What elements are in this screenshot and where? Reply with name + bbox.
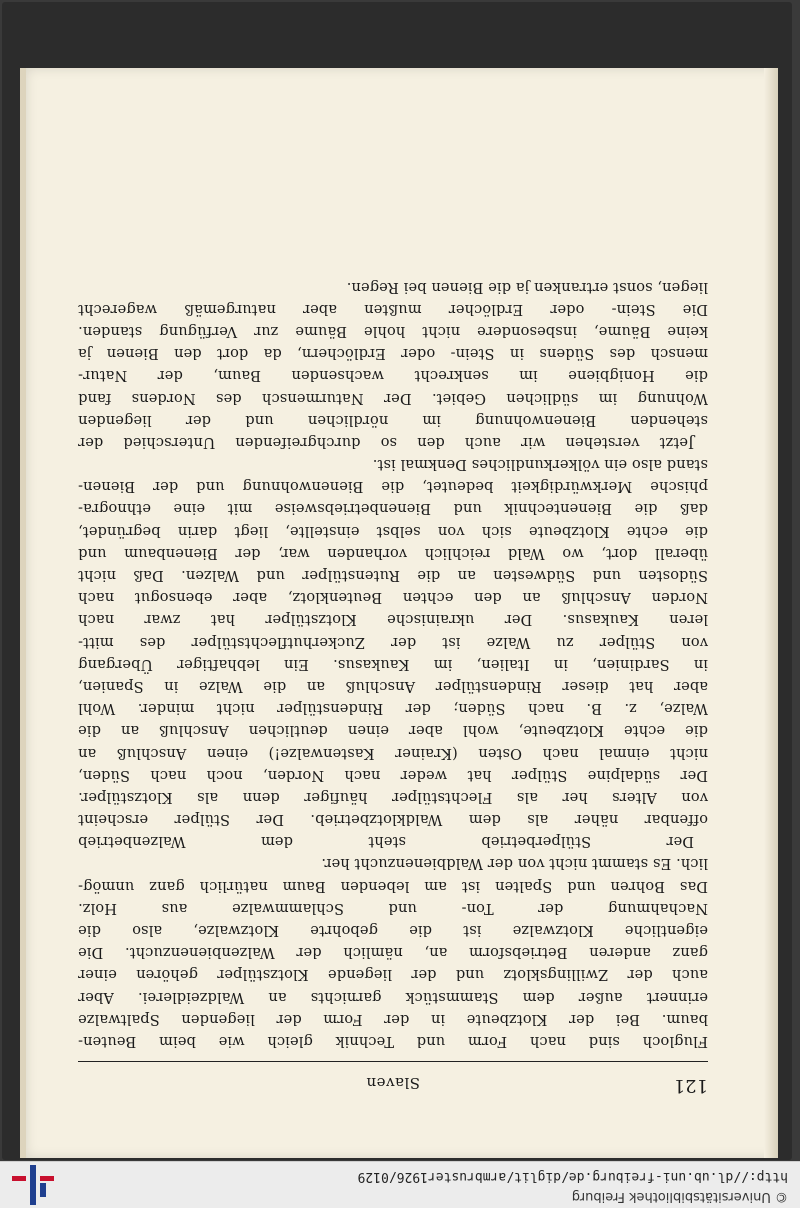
text-line: offenbar näher als dem Waldklotzbetrieb. Der Stülper erscheint xyxy=(78,811,708,829)
page-spine-shadow xyxy=(764,68,778,1158)
text-line: überall dort, wo Wald reichlich vorhanden war, der Bienenbaum und xyxy=(78,544,708,562)
text-line: in Sardinien, in Italien, im Kaukasus. Ein lebhaftiger Übergang xyxy=(78,655,708,673)
text-line: von Alters her als Flechtstülper häufiger denn als Klotzstülper. xyxy=(78,788,708,806)
text-line: auch der Zwillingsklotz und der liegende Klotzstülper gehören einer xyxy=(78,966,708,984)
book-page xyxy=(20,68,778,1158)
permalink-url[interactable]: http://dl.ub.uni-freiburg.de/diglit/armbruster1926/0129 xyxy=(357,1169,788,1184)
text-line: keine Bäume, insbesondere nicht hohle Bäume zur Verfügung standen. xyxy=(78,323,708,340)
text-line: Nachahmung der Ton- und Schlammwalze aus Holz. xyxy=(78,899,708,917)
text-line: baum. Bei der Klotzbeute in der Form der liegenden Spaltwalze xyxy=(78,1010,708,1028)
page-edge xyxy=(20,68,26,1158)
text-line: phische Merkwürdigkeit bedeutet, die Bienenwohnung und der Bienen- xyxy=(78,478,708,496)
text-line: stehenden Bienenwohnung im nördlichen und der liegenden xyxy=(78,411,708,429)
text-line: die Honigbiene im senkrecht wachsenden Baum, der Natur- xyxy=(78,367,708,385)
text-line: eigentliche Klotzwalze ist die gebohrte Klotzwalze, also die xyxy=(78,922,708,940)
text-line: lich. Es stammt nicht von der Waldbienenzucht her. xyxy=(321,855,708,873)
text-line: Flugloch sind nach Form und Technik gleich wie beim Beuten- xyxy=(78,1033,708,1050)
text-line: Der südalpine Stülper hat weder nach Norden, noch nach Süden, xyxy=(78,766,708,784)
text-line: Die Stein- oder Erdlöcher mußten aber naturgemäß wagerecht xyxy=(78,300,708,318)
text-line: Südosten und Südwesten an die Rutenstülper und Walzen. Daß nicht xyxy=(78,567,708,585)
text-line: liegen, sonst ertranken ja die Bienen bei Regen. xyxy=(346,278,708,296)
text-line: daß die Bienentechnik und Bienenbetriebsweise mit eine ethnogra- xyxy=(78,500,708,518)
text-line: von Stülper zu Walze ist der Zuckerhutflechtstülper des mitt- xyxy=(78,633,708,651)
text-line: leren Kaukasus. Der ukrainische Klotzstülper hat zwar nach xyxy=(78,611,708,629)
text-line: die echte Klotzbeute sich von selbst einstellte, liegt darin begründet, xyxy=(78,522,708,540)
page-number: 121 xyxy=(673,1075,708,1096)
text-line: nicht einmal nach Osten (Krainer Kastenwalze!) einen Anschluß an xyxy=(78,744,708,762)
ub-freiburg-logo-icon xyxy=(10,1165,56,1205)
text-line: ganz anderen Betriebsform an, nämlich der Walzenbienenzucht. Die xyxy=(78,944,708,962)
copyright-credit: © Universitätsbibliothek Freiburg xyxy=(571,1189,788,1204)
running-header xyxy=(78,1061,708,1102)
text-line: stand also ein völkerkundliches Denkmal ist. xyxy=(372,456,708,474)
text-line: Das Bohren und Spalten ist am lebenden Baum natürlich ganz unmög- xyxy=(78,877,708,895)
body-text xyxy=(78,275,708,1052)
text-line: aber hat dieser Rindenstülper Anschluß an die Walze in Spanien, xyxy=(78,678,708,695)
viewer-header-bar xyxy=(0,1161,800,1208)
text-line: Wohnung im südlichen Gebiet. Der Naturmensch des Nordens fand xyxy=(78,389,708,407)
text-line: mensch des Südens in Stein- oder Erdlöchern, da dort den Bienen ja xyxy=(78,345,708,363)
text-line: Der Stülperbetrieb steht dem Walzenbetrieb xyxy=(78,833,694,851)
text-line: Norden Anschluß an den echten Beutenklotz, aber ebensogut nach xyxy=(78,589,708,607)
text-line: erinnert außer dem Stammstück garnichts an Waldzeidlerei. Aber xyxy=(78,988,708,1006)
text-line: Walze, z. B. nach Süden; der Rindenstülper nicht minder. Wohl xyxy=(78,700,708,718)
text-line: Jetzt verstehen wir auch den so durchgreifenden Unterschied der xyxy=(78,433,694,451)
running-title: Slaven xyxy=(365,1074,421,1092)
text-line: die echte Klotzbeute, wohl aber einen deutlichen Anschluß an die xyxy=(78,722,708,740)
